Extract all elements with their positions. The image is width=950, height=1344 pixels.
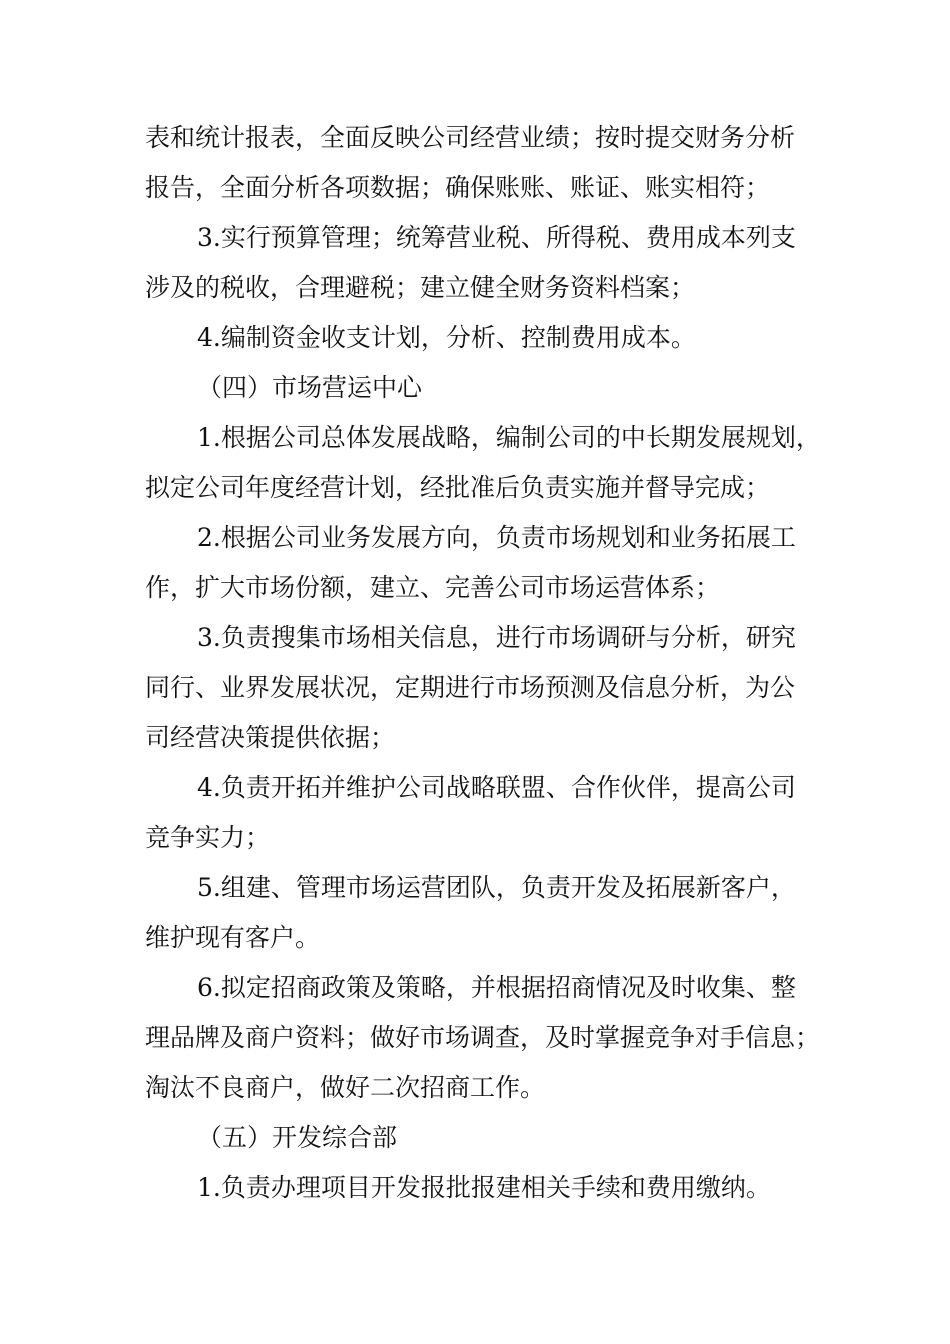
text-line: 表和统计报表，全面反映公司经营业绩；按时提交财务分析 <box>145 123 796 152</box>
text-line: 理品牌及商户资料；做好市场调查，及时掌握竞争对手信息； <box>145 1023 821 1052</box>
text-line: 涉及的税收，合理避税；建立健全财务资料档案； <box>145 273 696 302</box>
text-line: 拟定公司年度经营计划，经批准后负责实施并督导完成； <box>145 473 771 502</box>
list-item-market-6: 6.拟定招商政策及策略，并根据招商情况及时收集、整 <box>197 973 796 1002</box>
list-item-market-5: 5.组建、管理市场运营团队，负责开发及拓展新客户， <box>197 873 796 902</box>
text-line: 报告，全面分析各项数据；确保账账、账证、账实相符； <box>145 173 771 202</box>
section-heading-development: （五）开发综合部 <box>197 1123 398 1152</box>
section-heading-market: （四）市场营运中心 <box>197 373 423 402</box>
list-item-market-3: 3.负责搜集市场相关信息，进行市场调研与分析，研究 <box>197 623 796 652</box>
text-line: 司经营决策提供依据； <box>145 723 396 752</box>
list-item-market-4: 4.负责开拓并维护公司战略联盟、合作伙伴，提高公司 <box>197 773 796 802</box>
list-item-finance-4: 4.编制资金收支计划，分析、控制费用成本。 <box>197 323 696 352</box>
text-line: 维护现有客户。 <box>145 923 321 952</box>
list-item-finance-3: 3.实行预算管理；统筹营业税、所得税、费用成本列支 <box>197 223 796 252</box>
text-line: 淘汰不良商户，做好二次招商工作。 <box>145 1073 546 1102</box>
list-item-market-2: 2.根据公司业务发展方向，负责市场规划和业务拓展工 <box>197 523 796 552</box>
text-line: 作，扩大市场份额，建立、完善公司市场运营体系； <box>145 573 721 602</box>
list-item-development-1: 1.负责办理项目开发报批报建相关手续和费用缴纳。 <box>197 1173 771 1202</box>
document-body <box>145 113 821 1213</box>
text-line: 竞争实力； <box>145 823 271 852</box>
list-item-market-1: 1.根据公司总体发展战略，编制公司的中长期发展规划， <box>197 423 821 452</box>
text-line: 同行、业界发展状况，定期进行市场预测及信息分析，为公 <box>145 673 796 702</box>
